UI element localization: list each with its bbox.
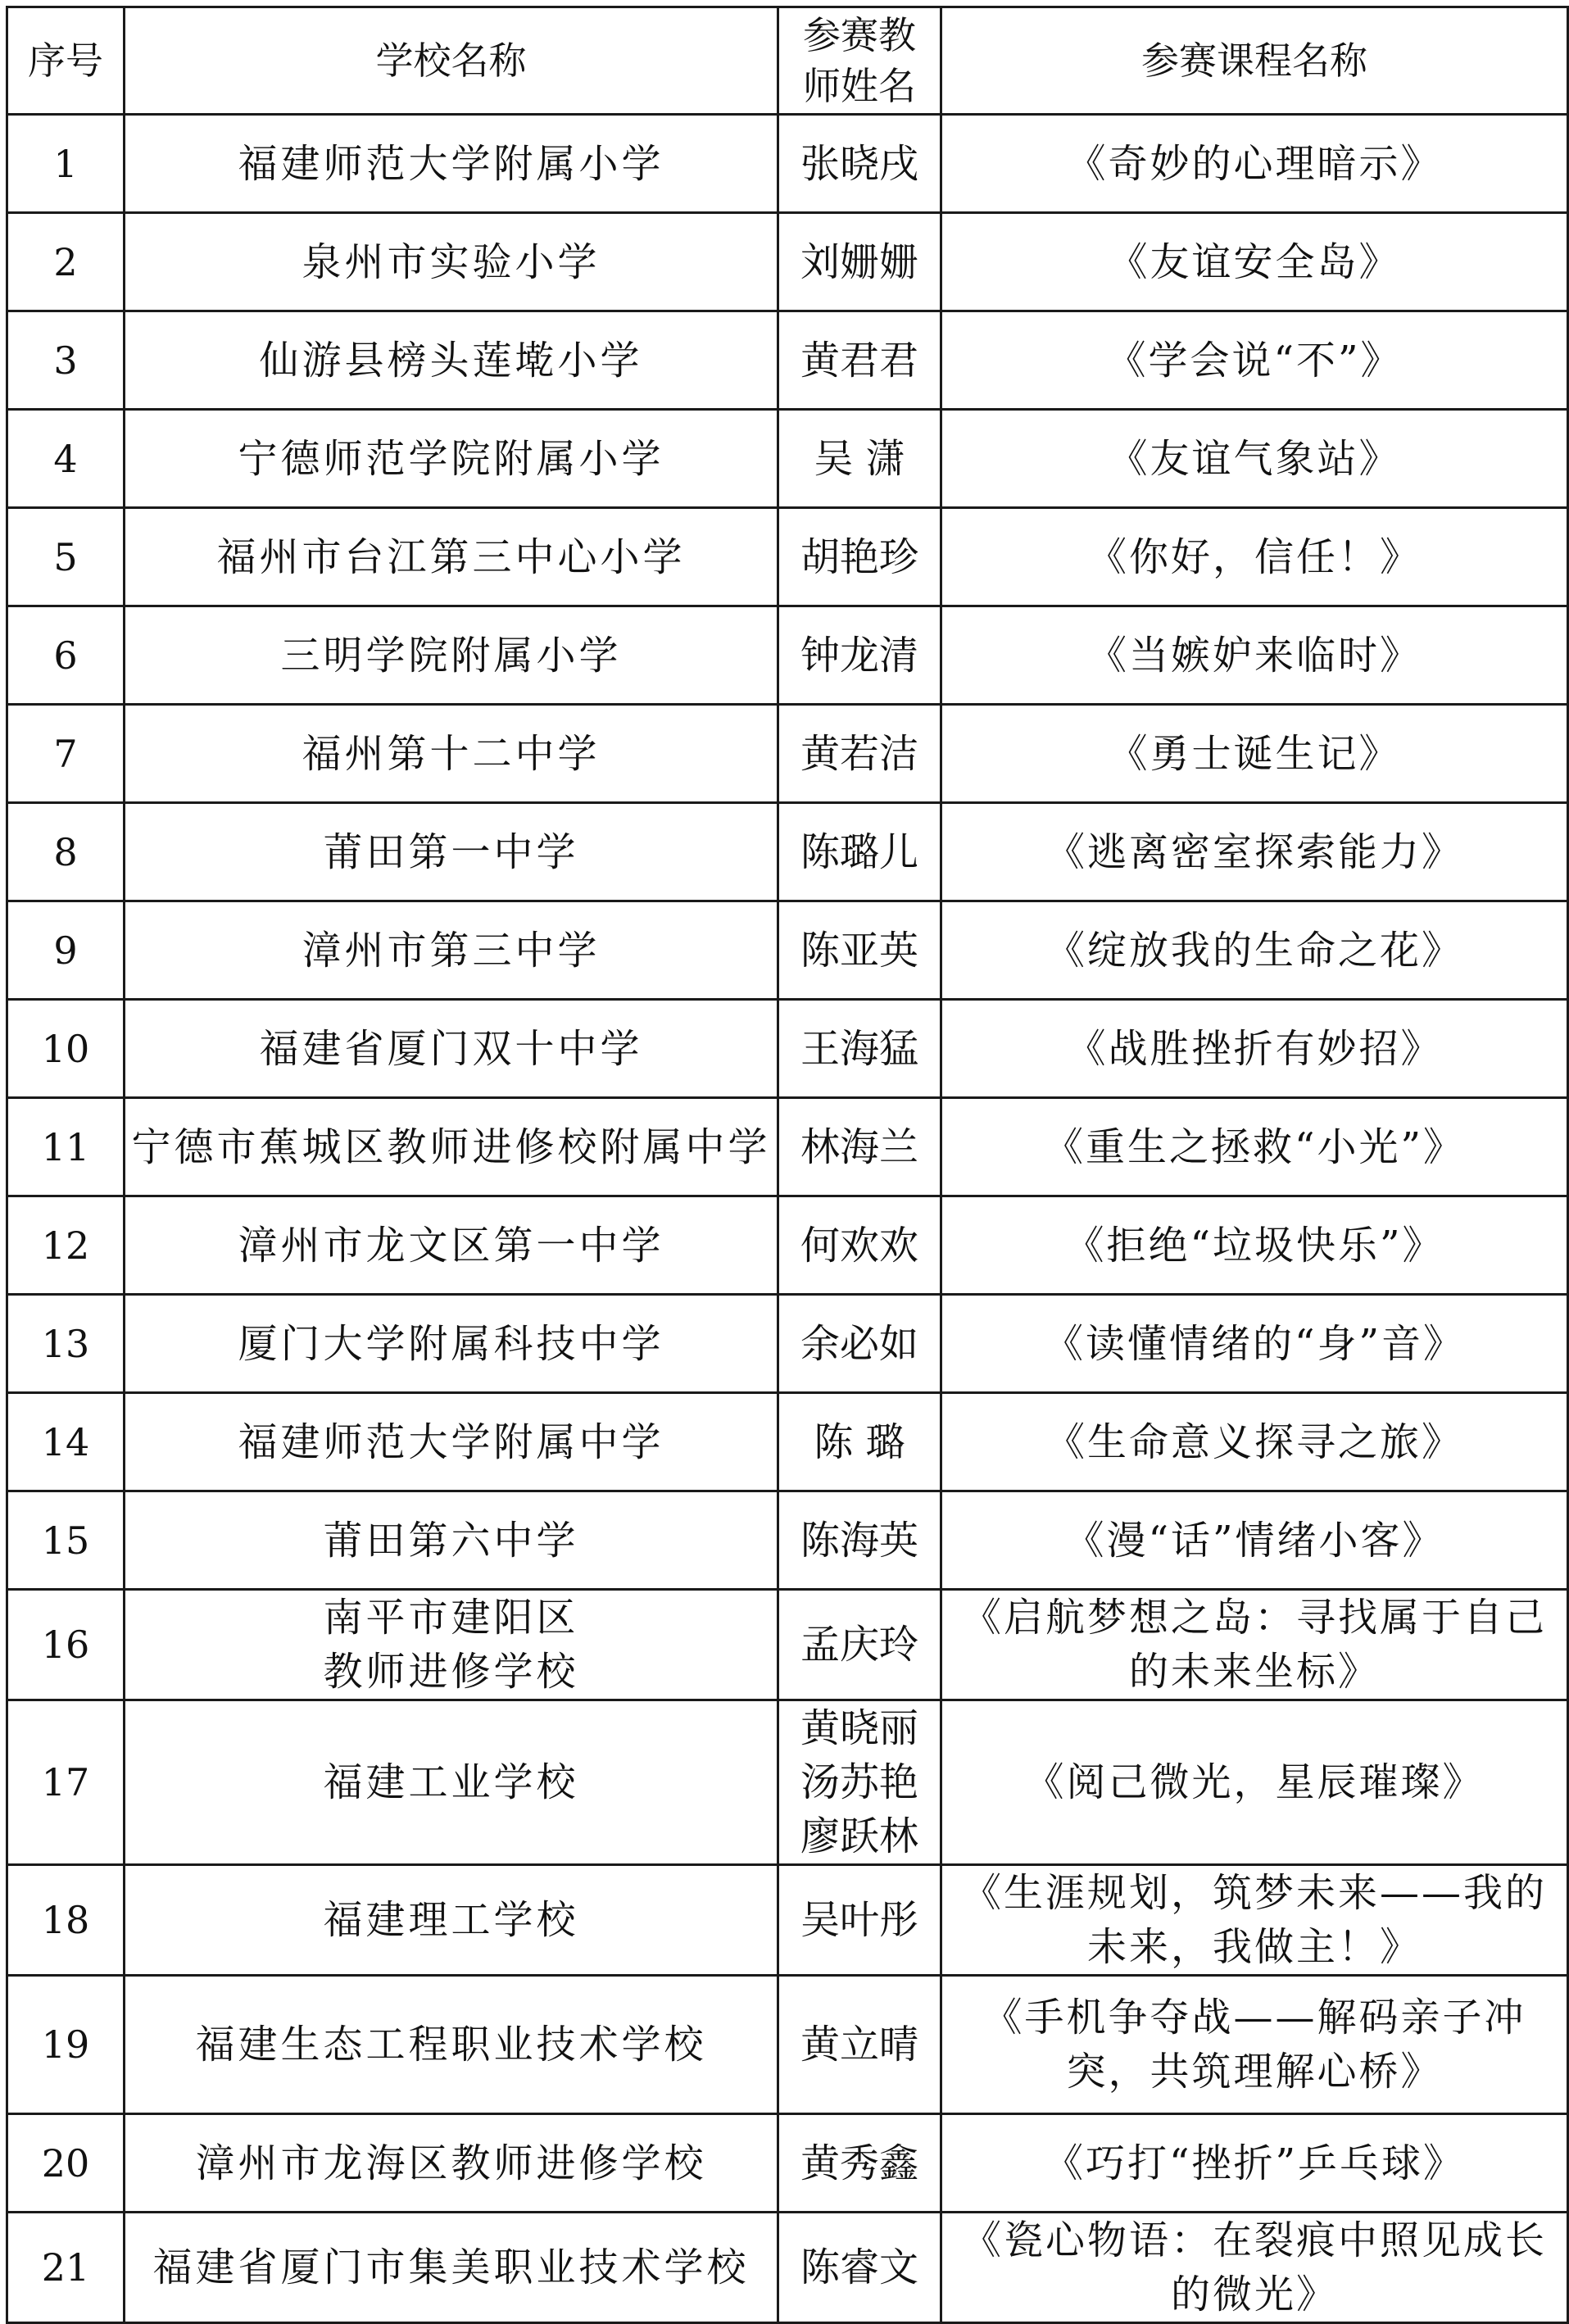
- cell-teacher-line: 黄秀鑫: [800, 2140, 918, 2186]
- table-row: [7, 803, 1568, 901]
- cell-teacher: [778, 1196, 941, 1295]
- cell-course-line: 《勇士诞生记》: [1108, 730, 1401, 777]
- cell-index: 18: [7, 1865, 125, 1976]
- cell-school: [125, 901, 778, 1000]
- cell-school: [125, 410, 778, 508]
- cell-course-line: 《阅己微光，星辰璀璨》: [1024, 1759, 1485, 1805]
- cell-course: [941, 1098, 1568, 1196]
- cell-index: 3: [7, 311, 125, 410]
- table-row: [7, 1098, 1568, 1196]
- document-page: [6, 6, 1567, 2316]
- cell-index: 10: [7, 1000, 125, 1098]
- cell-school: [125, 1295, 778, 1393]
- cell-course-line: 《手机争夺战——解码亲子冲: [982, 1995, 1526, 2040]
- cell-school: [125, 1865, 778, 1976]
- cell-course-line: 《友谊安全岛》: [1108, 238, 1401, 285]
- cell-teacher: [778, 410, 941, 508]
- cell-teacher: [778, 1295, 941, 1393]
- cell-school: [125, 311, 778, 410]
- table-row: [7, 1491, 1568, 1590]
- cell-course-line: 《漫“话”情绪小客》: [1064, 1517, 1444, 1564]
- cell-school-line: 莆田第六中学: [323, 1517, 579, 1564]
- cell-course: [941, 606, 1568, 705]
- table-row: [7, 901, 1568, 1000]
- cell-school: [125, 2213, 778, 2323]
- cell-school: [125, 508, 778, 606]
- cell-course-line: 未来，我做主！》: [1086, 1924, 1422, 1970]
- table-row: [7, 410, 1568, 508]
- cell-school-line: 福州市台江第三中心小学: [216, 533, 686, 580]
- cell-teacher: [778, 1976, 941, 2114]
- header-course: 参赛课程名称: [941, 7, 1568, 115]
- cell-course: [941, 508, 1568, 606]
- cell-school-line: 福建工业学校: [323, 1759, 579, 1805]
- cell-course: [941, 1196, 1568, 1295]
- cell-course: [941, 1976, 1568, 2114]
- cell-school: [125, 1491, 778, 1590]
- cell-teacher-line: 黄立晴: [800, 2022, 918, 2068]
- cell-index: 12: [7, 1196, 125, 1295]
- cell-index: 17: [7, 1700, 125, 1865]
- table-row: [7, 115, 1568, 213]
- cell-school: [125, 1098, 778, 1196]
- cell-teacher-line: 陈亚英: [800, 927, 918, 974]
- cell-school-line: 南平市建阳区: [323, 1595, 579, 1641]
- table-row: [7, 213, 1568, 311]
- cell-teacher-line: 王海猛: [800, 1025, 918, 1072]
- cell-teacher-line: 吴叶彤: [800, 1897, 918, 1943]
- table-row: [7, 1393, 1568, 1491]
- cell-course-line: 《启航梦想之岛：寻找属于自己: [961, 1595, 1547, 1641]
- table-row: [7, 1700, 1568, 1865]
- cell-school: [125, 705, 778, 803]
- cell-school: [125, 1700, 778, 1865]
- cell-course: [941, 1295, 1568, 1393]
- cell-teacher: [778, 213, 941, 311]
- cell-course: [941, 410, 1568, 508]
- cell-course: [941, 1590, 1568, 1700]
- cell-course: [941, 803, 1568, 901]
- cell-course-line: 《友谊气象站》: [1108, 435, 1401, 482]
- cell-school-line: 仙游县榜头莲墘小学: [259, 337, 643, 384]
- cell-school: [125, 213, 778, 311]
- cell-index: 5: [7, 508, 125, 606]
- cell-school-line: 三明学院附属小学: [280, 632, 622, 679]
- cell-school-line: 漳州市第三中学: [302, 927, 601, 974]
- cell-teacher: [778, 1098, 941, 1196]
- cell-teacher: [778, 508, 941, 606]
- table-row: [7, 1295, 1568, 1393]
- table-header-row: [7, 7, 1568, 115]
- cell-teacher-line: 黄君君: [800, 337, 918, 384]
- cell-course-line: 《奇妙的心理暗示》: [1066, 140, 1443, 187]
- cell-school-line: 福建理工学校: [323, 1897, 579, 1943]
- cell-school-line: 福建省厦门双十中学: [259, 1025, 643, 1072]
- cell-teacher: [778, 311, 941, 410]
- cell-index: 8: [7, 803, 125, 901]
- cell-teacher: [778, 1590, 941, 1700]
- cell-course-line: 《当嫉妒来临时》: [1086, 632, 1422, 679]
- cell-school: [125, 1590, 778, 1700]
- cell-teacher-line: 林海兰: [800, 1123, 918, 1170]
- cell-course-line: 《生涯规划，筑梦未来——我的: [961, 1870, 1547, 1916]
- table-row: [7, 1865, 1568, 1976]
- cell-teacher-line: 黄晓丽: [800, 1705, 918, 1751]
- table-row: [7, 508, 1568, 606]
- cell-school-line: 福建师范大学附属小学: [238, 140, 664, 187]
- cell-school-line: 厦门大学附属科技中学: [238, 1320, 664, 1367]
- table-body: [7, 115, 1568, 2323]
- cell-school: [125, 2114, 778, 2213]
- cell-teacher: [778, 1491, 941, 1590]
- cell-school-line: 漳州市龙文区第一中学: [238, 1222, 664, 1269]
- cell-teacher: [778, 606, 941, 705]
- cell-teacher: [778, 115, 941, 213]
- cell-course-line: 《学会说“不”》: [1106, 337, 1403, 384]
- cell-teacher: [778, 2114, 941, 2213]
- header-school: 学校名称: [125, 7, 778, 115]
- cell-school-line: 漳州市龙海区教师进修学校: [195, 2140, 707, 2186]
- cell-school: [125, 1393, 778, 1491]
- cell-course: [941, 1393, 1568, 1491]
- cell-teacher: [778, 803, 941, 901]
- table-row: [7, 1590, 1568, 1700]
- table-row: [7, 311, 1568, 410]
- cell-course-line: 《瓷心物语：在裂痕中照见成长: [961, 2217, 1547, 2263]
- table-row: [7, 2213, 1568, 2323]
- cell-teacher-line: 余必如: [800, 1320, 918, 1367]
- cell-index: 13: [7, 1295, 125, 1393]
- cell-teacher-line: 黄若洁: [800, 730, 918, 777]
- cell-teacher-line: 陈 璐: [814, 1418, 905, 1465]
- cell-course: [941, 1865, 1568, 1976]
- cell-course: [941, 705, 1568, 803]
- cell-teacher-line: 钟龙清: [800, 632, 918, 679]
- cell-course-line: 《生命意义探寻之旅》: [1045, 1418, 1463, 1465]
- cell-teacher-line: 孟庆玲: [800, 1622, 918, 1668]
- header-index: 序号: [7, 7, 125, 115]
- header-teacher-line1: 参赛教: [803, 13, 916, 57]
- cell-school: [125, 115, 778, 213]
- cell-index: 21: [7, 2213, 125, 2323]
- table-row: [7, 1976, 1568, 2114]
- cell-course: [941, 115, 1568, 213]
- cell-index: 16: [7, 1590, 125, 1700]
- cell-course-line: 《逃离密室探索能力》: [1045, 828, 1463, 875]
- cell-course-line: 《绽放我的生命之花》: [1045, 927, 1463, 974]
- cell-school-line: 宁德市蕉城区教师进修校附属中学: [131, 1123, 771, 1170]
- cell-teacher-line: 陈海英: [800, 1517, 918, 1564]
- cell-index: 7: [7, 705, 125, 803]
- cell-course: [941, 2213, 1568, 2323]
- cell-teacher: [778, 1000, 941, 1098]
- cell-school: [125, 1976, 778, 2114]
- cell-school-line: 福建师范大学附属中学: [238, 1418, 664, 1465]
- cell-teacher-line: 汤苏艳: [800, 1759, 918, 1805]
- cell-teacher-line: 何欢欢: [800, 1222, 918, 1269]
- cell-index: 14: [7, 1393, 125, 1491]
- cell-teacher: [778, 2213, 941, 2323]
- cell-index: 9: [7, 901, 125, 1000]
- cell-index: 19: [7, 1976, 125, 2114]
- cell-index: 20: [7, 2114, 125, 2213]
- table-row: [7, 606, 1568, 705]
- cell-teacher-line: 廖跃林: [800, 1813, 918, 1859]
- cell-school-line: 莆田第一中学: [323, 828, 579, 875]
- cell-index: 2: [7, 213, 125, 311]
- table-row: [7, 1000, 1568, 1098]
- competition-table: [6, 6, 1569, 2324]
- cell-teacher-line: 张晓戌: [800, 140, 918, 187]
- table-row: [7, 2114, 1568, 2213]
- cell-course-line: 突，共筑理解心桥》: [1066, 2049, 1443, 2095]
- cell-teacher-line: 陈睿文: [800, 2245, 918, 2290]
- cell-course: [941, 901, 1568, 1000]
- cell-course-line: 《拒绝“垃圾快乐”》: [1064, 1222, 1444, 1269]
- cell-course: [941, 1700, 1568, 1865]
- cell-course: [941, 311, 1568, 410]
- cell-teacher-line: 吴 潇: [814, 435, 905, 482]
- cell-teacher: [778, 901, 941, 1000]
- cell-school-line: 教师进修学校: [323, 1649, 579, 1695]
- cell-index: 1: [7, 115, 125, 213]
- cell-course: [941, 2114, 1568, 2213]
- cell-school: [125, 1196, 778, 1295]
- cell-course-line: 《你好，信任！》: [1086, 533, 1422, 580]
- cell-teacher-line: 刘姗姗: [800, 238, 918, 285]
- cell-index: 6: [7, 606, 125, 705]
- cell-school-line: 福州第十二中学: [302, 730, 601, 777]
- cell-course: [941, 1000, 1568, 1098]
- cell-school: [125, 1000, 778, 1098]
- cell-course-line: 《巧打“挫折”乒乓球》: [1043, 2140, 1466, 2186]
- cell-teacher: [778, 1393, 941, 1491]
- header-teacher-line2: 师姓名: [803, 64, 916, 108]
- cell-course-line: 的未来坐标》: [1128, 1649, 1380, 1695]
- cell-teacher: [778, 1700, 941, 1865]
- cell-school-line: 宁德师范学院附属小学: [238, 435, 664, 482]
- cell-teacher-line: 胡艳珍: [800, 533, 918, 580]
- cell-school-line: 泉州市实验小学: [302, 238, 601, 285]
- cell-index: 15: [7, 1491, 125, 1590]
- cell-school: [125, 606, 778, 705]
- table-row: [7, 1196, 1568, 1295]
- cell-course-line: 的微光》: [1170, 2272, 1338, 2317]
- cell-school: [125, 803, 778, 901]
- table-row: [7, 705, 1568, 803]
- cell-course-line: 《读懂情绪的“身”音》: [1043, 1320, 1466, 1367]
- cell-teacher: [778, 1865, 941, 1976]
- cell-index: 4: [7, 410, 125, 508]
- cell-course: [941, 1491, 1568, 1590]
- cell-teacher: [778, 705, 941, 803]
- cell-teacher-line: 陈璐儿: [800, 828, 918, 875]
- cell-index: 11: [7, 1098, 125, 1196]
- cell-course: [941, 213, 1568, 311]
- header-teacher: [778, 7, 941, 115]
- cell-course-line: 《重生之拯救“小光”》: [1043, 1123, 1466, 1170]
- cell-school-line: 福建生态工程职业技术学校: [195, 2022, 707, 2068]
- cell-school-line: 福建省厦门市集美职业技术学校: [152, 2245, 750, 2290]
- cell-course-line: 《战胜挫折有妙招》: [1066, 1025, 1443, 1072]
